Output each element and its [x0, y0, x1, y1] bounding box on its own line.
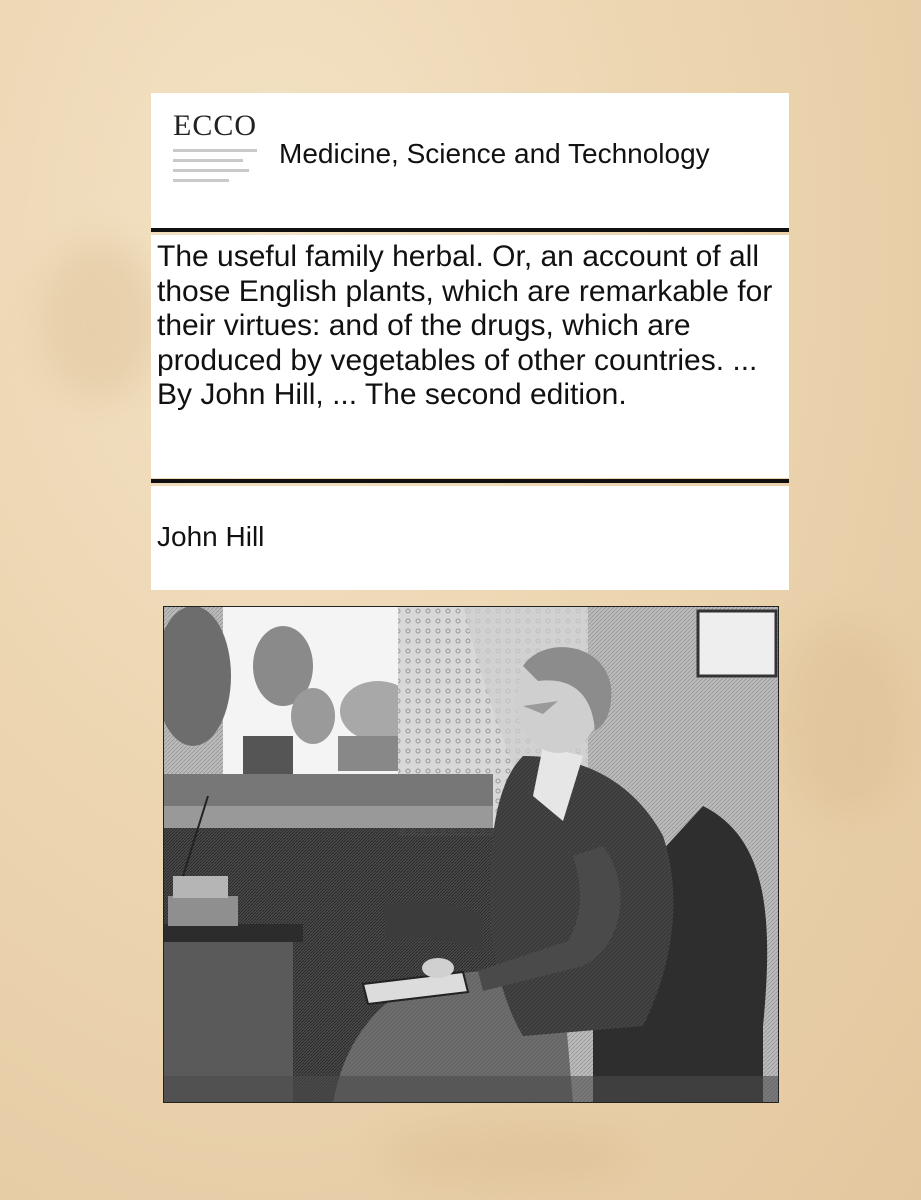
paper-stain	[380, 1120, 640, 1190]
book-title: The useful family herbal. Or, an account of all those English plants, which are remarkable for their virtues: and of the drugs, which are produced by vegetables of other countries. ... By John Hill, ... The second edition.	[157, 240, 773, 411]
paper-stain	[40, 240, 160, 400]
ecco-logo	[173, 109, 263, 213]
paper-stain	[780, 620, 910, 820]
series-title: Medicine, Science and Technology	[279, 138, 710, 169]
logo-fine-print	[173, 149, 263, 189]
book-author: John Hill	[157, 521, 265, 552]
logo-mark: ECCO	[173, 109, 258, 142]
divider	[151, 479, 789, 483]
divider	[151, 228, 789, 232]
author-panel	[151, 486, 789, 590]
series-header	[151, 93, 789, 228]
engraving-illustration	[163, 606, 779, 1103]
cover-engraving	[163, 606, 779, 1103]
wall-picture	[698, 611, 776, 676]
title-panel	[151, 235, 789, 478]
